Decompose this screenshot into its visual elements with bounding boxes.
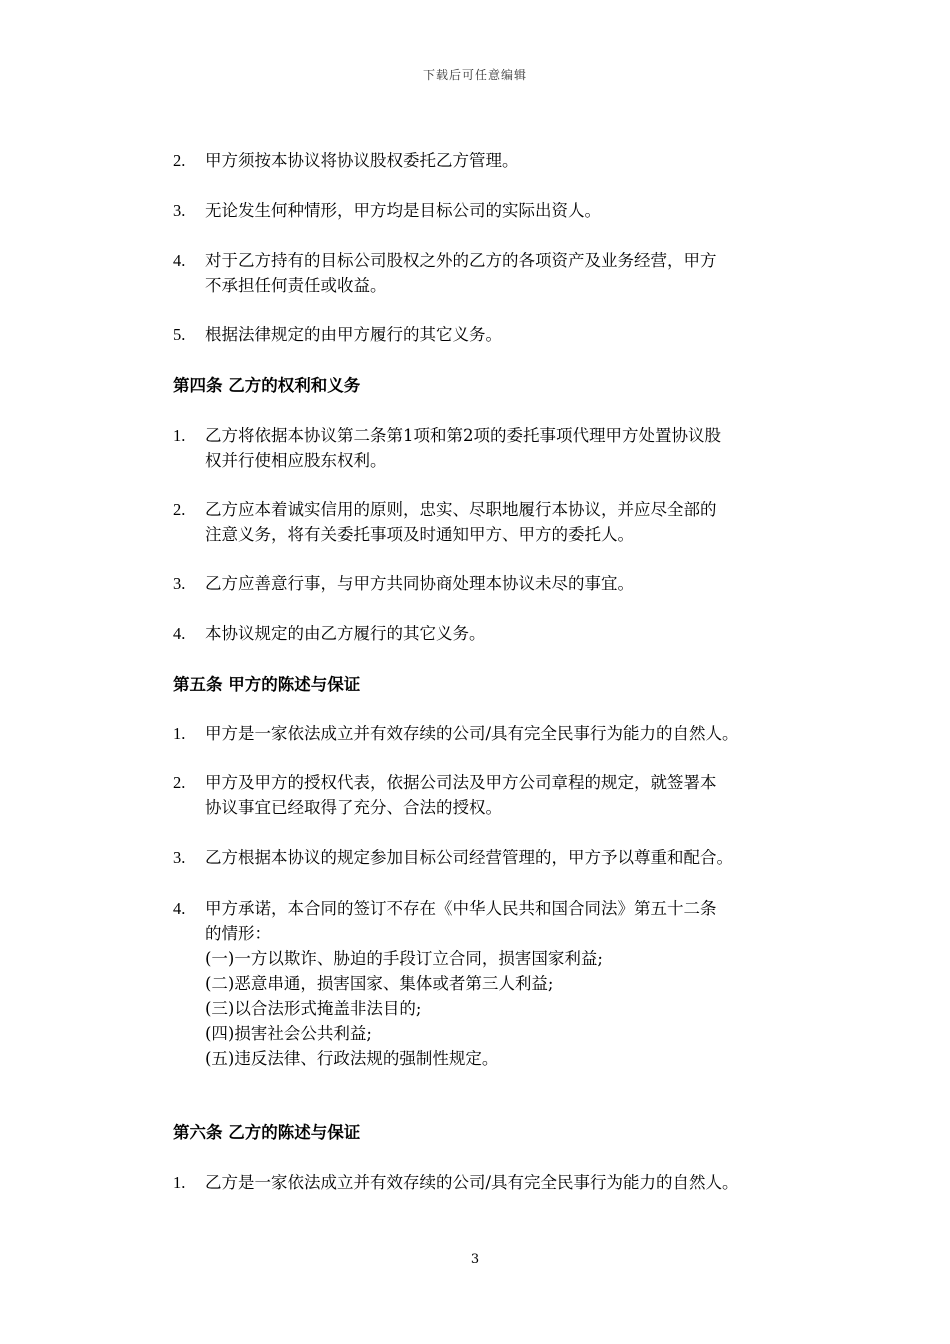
- sub-item: (二)恶意串通，损害国家、集体或者第三人利益;: [205, 974, 554, 993]
- item-text: 根据法律规定的由甲方履行的其它义务。: [205, 325, 502, 344]
- list-item: [173, 322, 833, 347]
- item-text: 甲方及甲方的授权代表，依据公司法及甲方公司章程的规定，就签署本: [205, 773, 717, 792]
- list-item: [173, 571, 833, 596]
- item-number: 1.: [173, 1173, 186, 1192]
- sub-item: (五)违反法律、行政法规的强制性规定。: [205, 1049, 499, 1068]
- item-text: 无论发生何种情形，甲方均是目标公司的实际出资人。: [205, 201, 601, 220]
- item-number: 1.: [173, 426, 186, 445]
- sub-item: (一)一方以欺诈、胁迫的手段订立合同，损害国家利益;: [205, 949, 603, 968]
- item-number: 3.: [173, 201, 186, 220]
- item-text: 甲方承诺，本合同的签订不存在《中华人民共和国合同法》第五十二条: [205, 899, 717, 918]
- section-heading: 第五条 甲方的陈述与保证: [173, 675, 361, 694]
- item-text: 乙方应本着诚实信用的原则，忠实、尽职地履行本协议，并应尽全部的: [205, 500, 717, 519]
- list-item: [173, 770, 833, 820]
- item-number: 4.: [173, 624, 186, 643]
- item-text: 的情形：: [205, 924, 271, 943]
- item-number: 3.: [173, 848, 186, 867]
- item-number: 2.: [173, 151, 186, 170]
- item-number: 2.: [173, 500, 186, 519]
- item-text: 协议事宜已经取得了充分、合法的授权。: [205, 798, 502, 817]
- section-heading: 第六条 乙方的陈述与保证: [173, 1123, 361, 1142]
- item-text: 乙方应善意行事，与甲方共同协商处理本协议未尽的事宜。: [205, 574, 634, 593]
- sub-item: (四)损害社会公共利益;: [205, 1024, 372, 1043]
- item-number: 4.: [173, 251, 186, 270]
- item-text: 对于乙方持有的目标公司股权之外的乙方的各项资产及业务经营，甲方: [205, 251, 717, 270]
- item-text: 乙方将依据本协议第二条第1项和第2项的委托事项代理甲方处置协议股: [205, 426, 721, 445]
- list-item: [173, 248, 833, 298]
- item-number: 4.: [173, 899, 186, 918]
- item-number: 2.: [173, 773, 186, 792]
- list-item: [173, 845, 833, 870]
- item-text: 本协议规定的由乙方履行的其它义务。: [205, 624, 486, 643]
- sub-item: (三)以合法形式掩盖非法目的;: [205, 999, 422, 1018]
- item-number: 5.: [173, 325, 186, 344]
- list-item: [173, 896, 833, 1071]
- item-text: 乙方根据本协议的规定参加目标公司经营管理的，甲方予以尊重和配合。: [205, 848, 733, 867]
- list-item: [173, 497, 833, 547]
- item-text: 乙方是一家依法成立并有效存续的公司/具有完全民事行为能力的自然人。: [205, 1173, 739, 1192]
- list-item: [173, 621, 833, 646]
- item-number: 1.: [173, 724, 186, 743]
- section-heading: 第四条 乙方的权利和义务: [173, 376, 361, 395]
- item-number: 3.: [173, 574, 186, 593]
- list-item: [173, 1170, 833, 1195]
- page-header: 下载后可任意编辑: [422, 68, 527, 82]
- list-item: [173, 148, 833, 173]
- list-item: [173, 423, 833, 473]
- item-text: 权并行使相应股东权利。: [205, 451, 387, 470]
- item-text: 不承担任何责任或收益。: [205, 276, 387, 295]
- list-item: [173, 721, 833, 746]
- item-text: 注意义务，将有关委托事项及时通知甲方、甲方的委托人。: [205, 525, 634, 544]
- item-text: 甲方须按本协议将协议股权委托乙方管理。: [205, 151, 519, 170]
- item-text: 甲方是一家依法成立并有效存续的公司/具有完全民事行为能力的自然人。: [205, 724, 739, 743]
- page-number: 3: [470, 1252, 480, 1267]
- list-item: [173, 198, 833, 223]
